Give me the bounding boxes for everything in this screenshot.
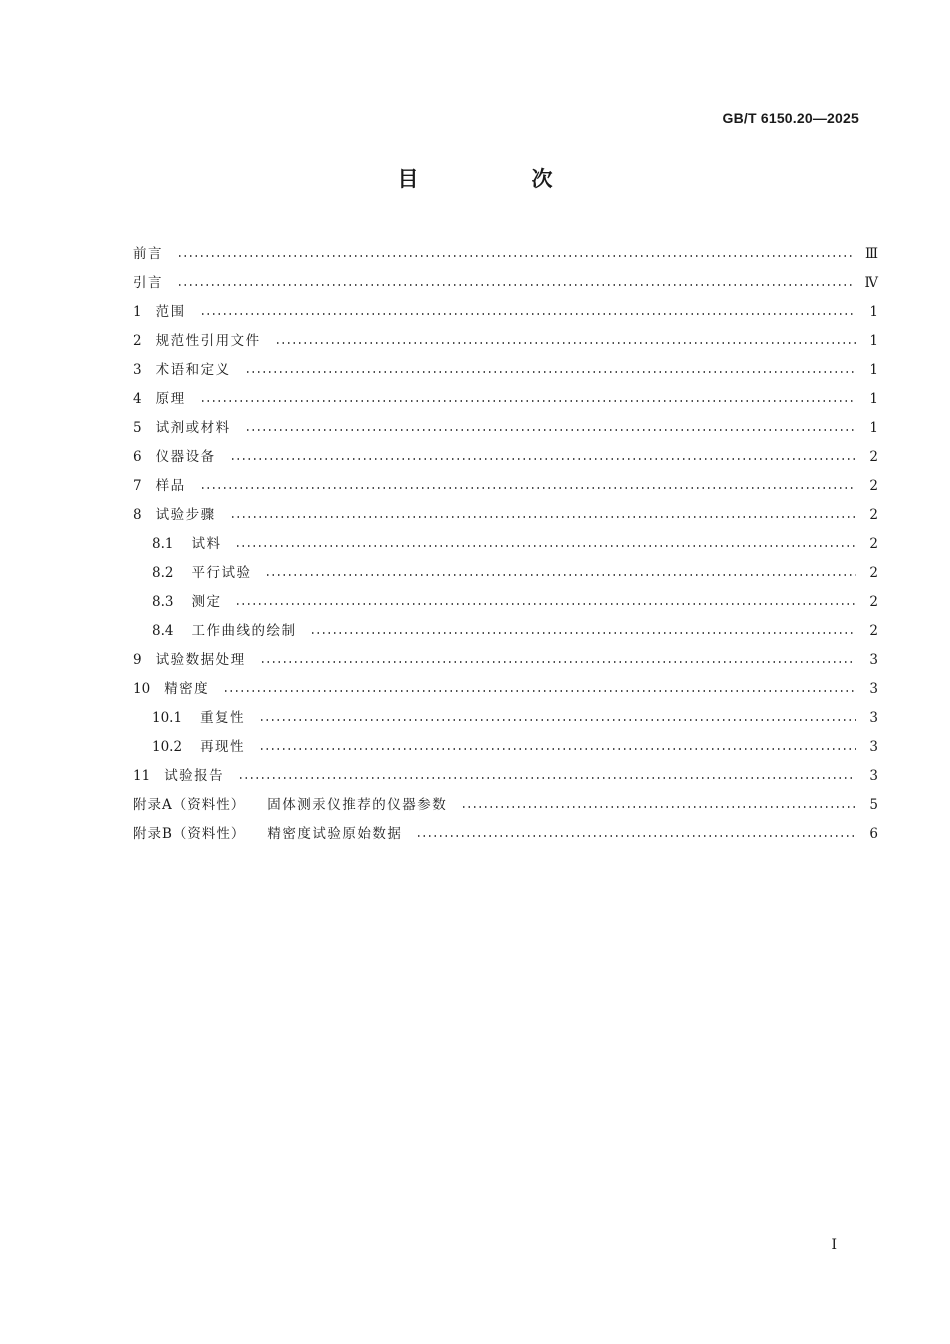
toc-title: 目 次 [397,167,599,191]
toc-entry-page: 1 [869,333,878,349]
toc-entry-page: 2 [869,507,878,523]
toc-dot-leader [259,704,856,733]
toc-entry-label: 精密度试验原始数据 [267,826,403,842]
toc-entry-label: 试验数据处理 [155,652,246,668]
toc-entry[interactable] [133,646,878,675]
toc-entry-page: 3 [869,768,878,784]
toc-entry-number: 8.2 [152,565,174,581]
toc-entry-number: 8.1 [152,536,174,552]
toc-entry-number: 11 [133,768,151,784]
toc-entry[interactable] [133,530,878,559]
toc-entry-page: 2 [869,478,878,494]
toc-entry[interactable] [133,733,878,762]
toc-dot-leader [230,501,856,530]
toc-entry-number: 1 [133,304,142,320]
toc-entry-label: 工作曲线的绘制 [191,623,297,639]
toc-dot-leader [200,298,856,327]
toc-entry-number: 2 [133,333,142,349]
toc-entry-label: 引言 [133,275,163,291]
toc-entry[interactable] [133,675,878,704]
toc-entry-page: 2 [869,449,878,465]
toc-entry[interactable] [133,356,878,385]
toc-entry[interactable] [133,762,878,791]
toc-entry-label: 试验报告 [164,768,225,784]
toc-entry[interactable] [133,559,878,588]
toc-entry-label: 试料 [191,536,222,552]
toc-entry-label: 重复性 [200,710,246,726]
toc-dot-leader [265,559,856,588]
toc-dot-leader [416,820,856,849]
toc-entry[interactable] [133,704,878,733]
toc-entry-label: 平行试验 [191,565,252,581]
standard-code: GB/T 6150.20—2025 [722,110,859,126]
toc-entry-page: 6 [869,826,878,842]
toc-dot-leader [223,675,856,704]
toc-entry[interactable] [133,414,878,443]
toc-entry-label: 规范性引用文件 [155,333,261,349]
toc-entry-page: 1 [869,362,878,378]
toc-entry-page: 3 [869,710,878,726]
toc-entry-label: 固体测汞仪推荐的仪器参数 [267,797,448,813]
toc-entry-page: 3 [869,681,878,697]
toc-entry[interactable] [133,588,878,617]
toc-entry-page: Ⅲ [864,246,878,262]
toc-dot-leader [245,414,856,443]
toc-dot-leader [177,240,855,269]
toc-annex-tag: 附录A（资料性） [133,797,246,813]
toc-dot-leader [235,530,856,559]
toc-dot-leader [235,588,856,617]
toc-entry-page: Ⅳ [864,275,878,291]
toc-entry[interactable] [133,501,878,530]
toc-entry-number: 8.3 [152,594,174,610]
toc-entry-label: 前言 [133,246,163,262]
toc-entry[interactable] [133,617,878,646]
toc-dot-leader [177,269,855,298]
toc-entry-number: 9 [133,652,142,668]
toc-entry-label: 范围 [155,304,186,320]
toc-entry-number: 10.1 [152,710,183,726]
toc-entry-label: 测定 [191,594,222,610]
toc-entry-page: 3 [869,739,878,755]
toc-entry-number: 3 [133,362,142,378]
toc-entry-number: 4 [133,391,142,407]
toc-entry-label: 试验步骤 [155,507,216,523]
toc-dot-leader [275,327,856,356]
toc-annex-tag: 附录B（资料性） [133,826,246,842]
toc-entry-page: 2 [869,594,878,610]
toc-entry-page: 1 [869,420,878,436]
toc-entry-page: 5 [869,797,878,813]
toc-entry[interactable] [133,240,878,269]
toc-entry-label: 术语和定义 [155,362,231,378]
toc-entry-number: 8 [133,507,142,523]
toc-dot-leader [230,443,856,472]
toc-entry-number: 10 [133,681,151,697]
toc-entry[interactable] [133,327,878,356]
toc-dot-leader [461,791,856,820]
toc-entry-number: 8.4 [152,623,174,639]
toc-entry[interactable] [133,472,878,501]
toc-entry-number: 7 [133,478,142,494]
toc-entry-page: 3 [869,652,878,668]
toc-dot-leader [260,646,856,675]
toc-entry[interactable] [133,269,878,298]
toc-entry-page: 1 [869,391,878,407]
toc-entry[interactable] [133,385,878,414]
toc-entry-label: 原理 [155,391,186,407]
toc-entry-label: 试剂或材料 [155,420,231,436]
toc-dot-leader [245,356,856,385]
toc-entry-number: 6 [133,449,142,465]
toc-dot-leader [200,385,856,414]
toc-entry-label: 精密度 [164,681,210,697]
toc-entry-page: 1 [869,304,878,320]
page-number: Ⅰ [831,1237,837,1253]
toc-entry-number: 5 [133,420,142,436]
toc-entry[interactable] [133,820,878,849]
toc-dot-leader [238,762,856,791]
toc-entry-number: 10.2 [152,739,183,755]
toc-entry[interactable] [133,298,878,327]
toc-entry-label: 再现性 [200,739,246,755]
toc-entry[interactable] [133,443,878,472]
toc-dot-leader [259,733,856,762]
table-of-contents [133,240,878,849]
toc-entry[interactable] [133,791,878,820]
toc-entry-label: 样品 [155,478,186,494]
toc-dot-leader [200,472,856,501]
toc-entry-page: 2 [869,623,878,639]
toc-dot-leader [310,617,856,646]
toc-entry-page: 2 [869,536,878,552]
toc-entry-label: 仪器设备 [155,449,216,465]
toc-entry-page: 2 [869,565,878,581]
